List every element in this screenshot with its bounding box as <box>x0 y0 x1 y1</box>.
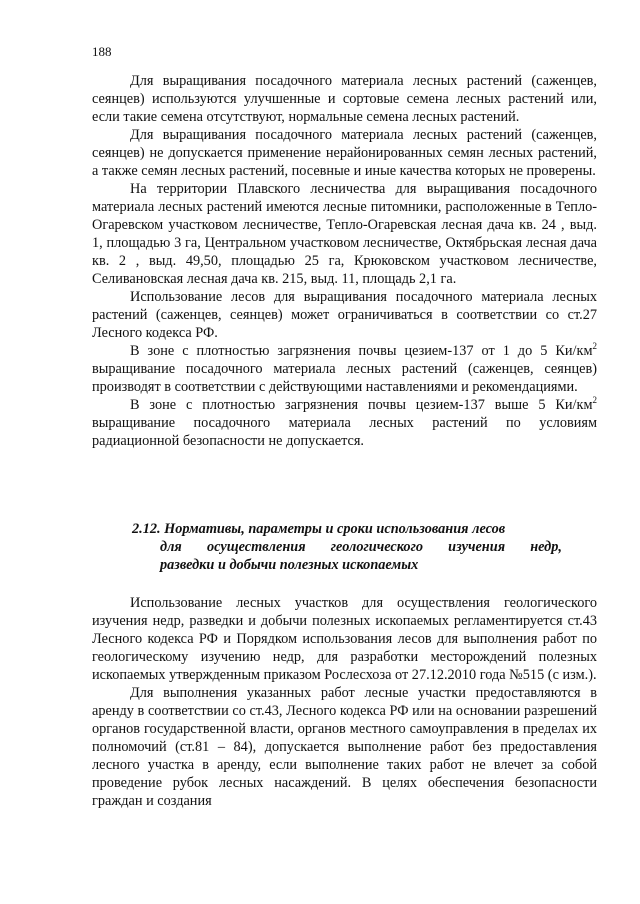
zone-1-text-before: В зоне с плотностью загрязнения почвы цезием-137 от 1 до 5 Ки/км <box>130 343 593 359</box>
zone-2-text-after: выращивание посадочного материала лесных растений по условиям радиационной безопасности не допускается. <box>92 415 597 449</box>
paragraph-seed-restrictions: Для выращивания посадочного материала лесных растений (саженцев, сеянцев) не допускается применение нерайонированных семян лесных растений, а также семян лесных растений, посевные и иные качества которых не проверены. <box>92 127 597 179</box>
heading-line-3: разведки и добычи полезных ископаемых <box>160 557 419 573</box>
paragraph-geology-lease: Для выполнения указанных работ лесные участки предоставляются в аренду в соответствии со ст.43, Лесного кодекса РФ или на основании разрешений органов государственной власти, органов местного самоуправления в пределах их полномочий (ст.81 – 84), допускается выполнение работ без предоставления лесного участка в аренду, если выполнение таких работ не влечет за собой проведение рубок лесных насаждений. В целях обеспечения безопасности граждан и создания <box>92 685 597 809</box>
section-heading-2-12 <box>132 520 562 574</box>
paragraph-limitations: Использование лесов для выращивания посадочного материала лесных растений (саженцев, сеянцев) может ограничиваться в соответствии со ст.27 Лесного кодекса РФ. <box>92 289 597 341</box>
zone-1-text-after: выращивание посадочного материала лесных растений (саженцев, сеянцев) производят в соответствии с действующими наставлениями и рекомендациями. <box>92 361 597 395</box>
section-top <box>92 72 597 450</box>
zone-2-superscript: 2 <box>592 395 597 406</box>
paragraph-seed-types: Для выращивания посадочного материала лесных растений (саженцев, сеянцев) используются улучшенные и сортовые семена лесных растений или, если такие семена отсутствуют, нормальные семена лесных растений. <box>92 73 597 125</box>
zone-1-superscript: 2 <box>592 341 597 352</box>
page-number: 188 <box>92 44 112 59</box>
paragraph-nurseries: На территории Плавского лесничества для выращивания посадочного материала лесных растений имеются лесные питомники, расположенные в Тепло-Огаревском участковом лесничестве, Тепло-Огаревская лесная дача кв. 24 , выд. 1, площадью 3 га, Центральном участковом лесничестве, Октябрьская лесная дача кв. 2 , выд. 49,50, площадью 25 га, Крюковском участковом лесничестве, Селивановская лесная дача кв. 215, выд. 11, площадь 2,1 га. <box>92 181 597 287</box>
paragraph-geology-regulation: Использование лесных участков для осуществления геологического изучения недр, разведки и добычи полезных ископаемых регламентируется ст.43 Лесного кодекса РФ и Порядком использования лесов для выполнения работ по геологическому изучению недр, для разработки месторождений полезных ископаемых утвержденным приказом Рослесхоза от 27.12.2010 года №515 (с изм.). <box>92 595 597 683</box>
section-body <box>92 594 597 810</box>
paragraph-zone-above-5 <box>92 396 597 450</box>
zone-2-text-before: В зоне с плотностью загрязнения почвы цезием-137 выше 5 Ки/км <box>130 397 593 413</box>
heading-line-1: 2.12. Нормативы, параметры и сроки использования лесов <box>132 521 506 537</box>
heading-line-2: для осуществления геологического изучения недр, <box>160 539 562 555</box>
paragraph-zone-1-5 <box>92 342 597 396</box>
